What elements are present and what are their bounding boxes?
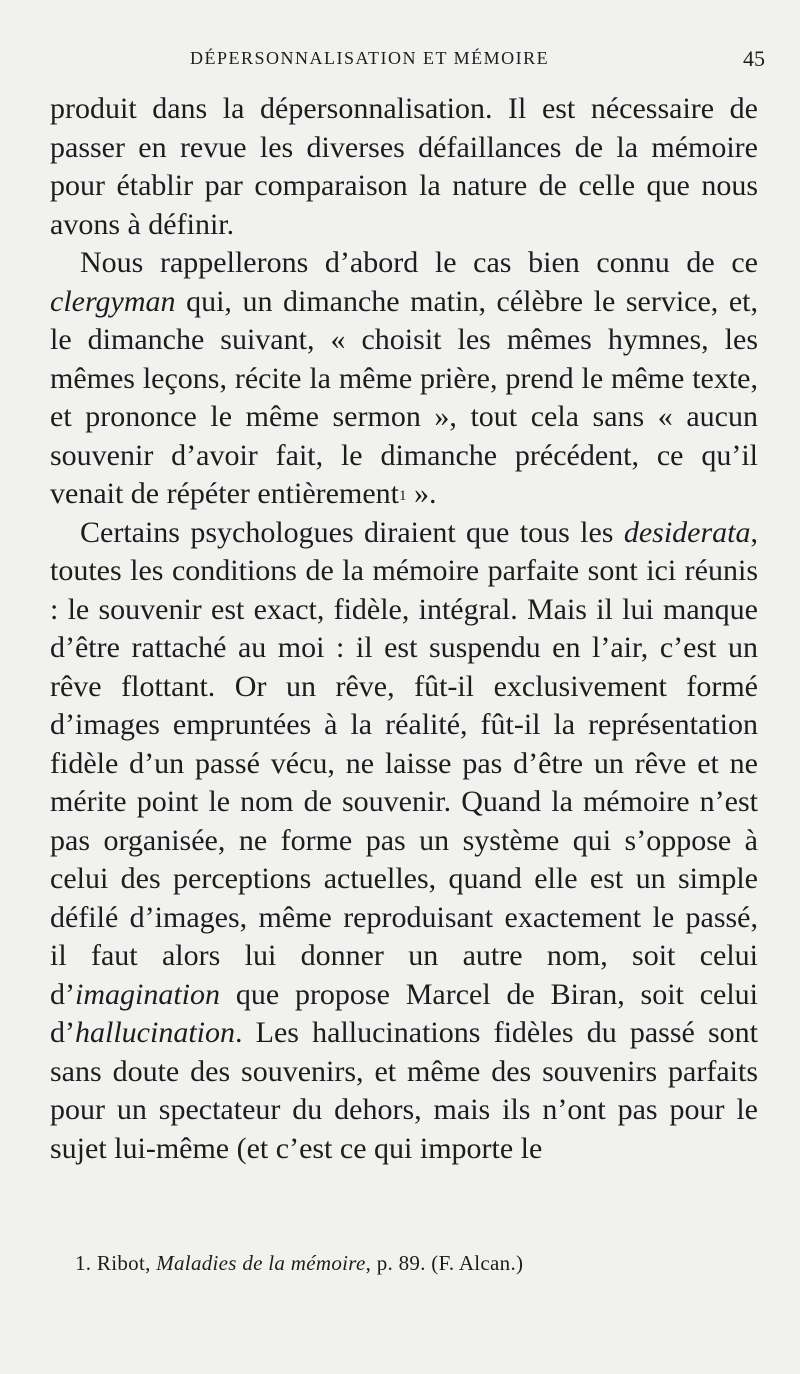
text-segment: , toutes les conditions de la mémoire parfaite sont ici réunis : le souvenir est exact, fidèle, intégral. Mais il lui manque d’être rattaché au moi : il est suspendu en l’air, c’est un rêve flottant. Or un rêve, fût-il exclusivement formé d’images empruntées à la réalité, fût-il la représentation fidèle d’un passé vécu, ne laisse pas d’être un rêve et ne mérite point le nom de souvenir. Quand la mémoire n’est pas organisée, ne forme pas un système qui s’oppose à celui des perceptions actuelles, quand elle est un simple défilé d’images, même reproduisant exactement le passé, il faut alors lui donner un autre nom, soit celui d’: [50, 515, 758, 1011]
footnote-title: Maladies de la mémoire: [156, 1251, 366, 1275]
italic-text: hallucination: [75, 1016, 235, 1049]
running-title: DÉPERSONNALISATION ET MÉMOIRE: [190, 48, 550, 68]
paragraph: [50, 90, 758, 244]
text-segment: que propose Marcel de Biran, soit celui d’: [50, 977, 758, 1049]
footnote-marker: 1: [398, 488, 407, 504]
text-segment: produit dans la dépersonnalisation. Il est nécessaire de passer en revue les diverses défaillances de la mémoire pour établir par comparaison la nature de celle que nous avons à définir.: [50, 92, 758, 241]
text-segment: ».: [406, 477, 437, 510]
footnote-author: Ribot,: [96, 1251, 151, 1275]
italic-text: clergyman: [50, 284, 176, 318]
paragraph: [50, 514, 758, 1169]
italic-text: imagination: [75, 977, 221, 1011]
footnote: [75, 1251, 765, 1276]
running-head: [50, 42, 765, 78]
text-segment: Nous rappellerons d’abord le cas bien connu de ce: [80, 246, 758, 279]
italic-text: desiderata: [623, 515, 751, 549]
text-segment: qui, un dimanche matin, célèbre le service, et, le dimanche suivant, « choisit les mêmes hymnes, les mêmes leçons, récite la même prière, prend le même texte, et prononce le même sermon », tout cela sans « aucun souvenir d’avoir fait, le dimanche précédent, ce qu’il venait de répéter entièrement: [50, 284, 758, 510]
page-number: 45: [743, 46, 765, 71]
text-segment: Certains psychologues diraient que tous les: [80, 515, 624, 549]
text-segment: . Les hallucinations fidèles du passé sont sans doute des souvenirs, et même des souvenirs parfaits pour un spectateur du dehors, mais ils n’ont pas pour le sujet lui-même (et c’est ce qui importe le: [50, 1016, 758, 1165]
footnote-rest: , p. 89. (F. Alcan.): [365, 1251, 524, 1275]
footnote-number: 1.: [75, 1251, 92, 1275]
body-text: [50, 90, 758, 1168]
paragraph: [50, 244, 758, 514]
